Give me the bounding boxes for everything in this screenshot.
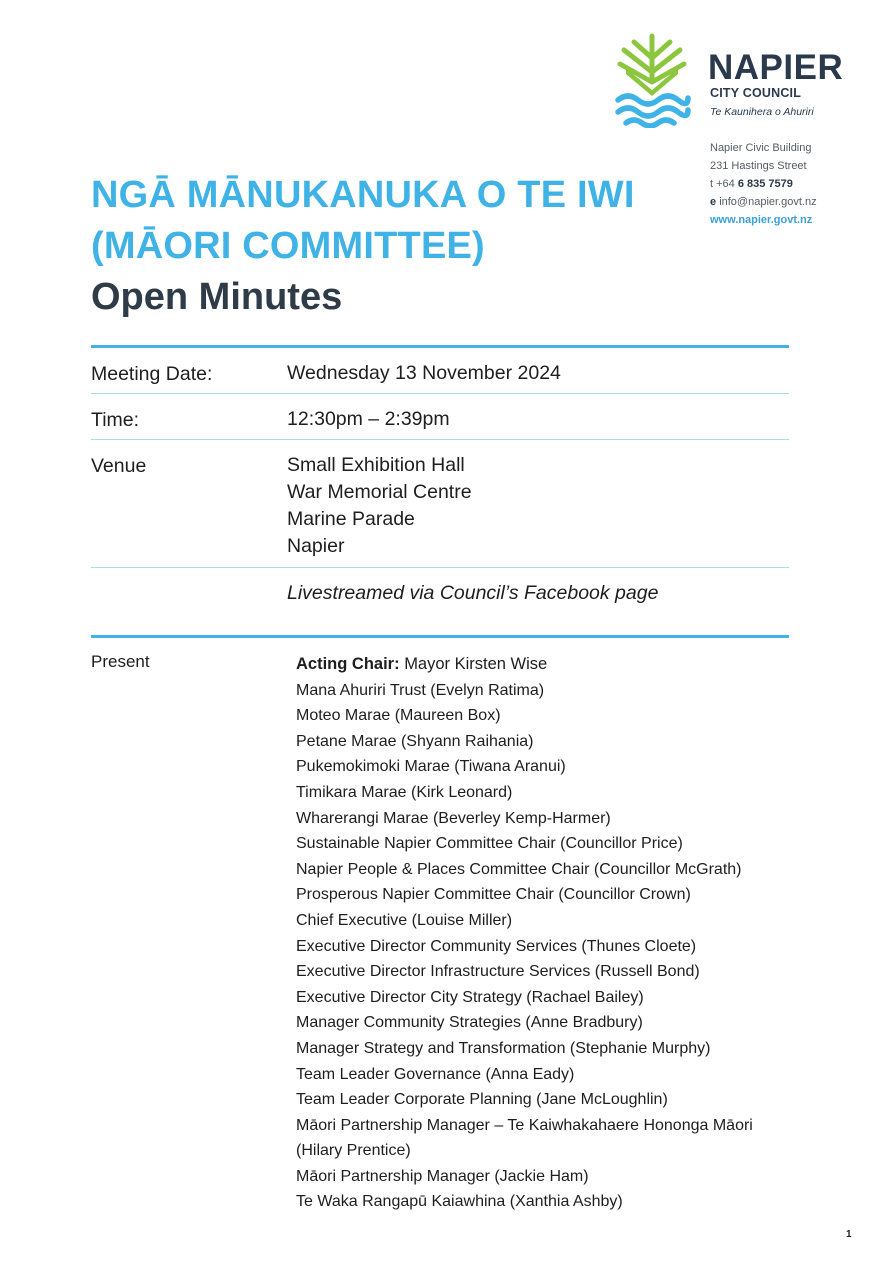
attendee-list — [296, 652, 796, 1215]
page-number: 1 — [846, 1229, 852, 1240]
attendee: Moteo Marae (Maureen Box) — [296, 707, 501, 725]
attendee: Timikara Marae (Kirk Leonard) — [296, 783, 513, 801]
time-label: Time: — [91, 409, 140, 431]
venue-value — [287, 452, 472, 560]
phone-number: 6 835 7579 — [737, 178, 793, 190]
attendee: Prosperous Napier Committee Chair (Councillor Crown) — [296, 886, 691, 904]
livestream-note: Livestreamed via Council’s Facebook page — [287, 582, 659, 604]
attendee: Wharerangi Marae (Beverley Kemp-Harmer) — [296, 809, 611, 827]
address-website — [710, 211, 812, 229]
attendee: Mana Ahuriri Trust (Evelyn Ratima) — [296, 681, 545, 699]
time-value: 12:30pm – 2:39pm — [287, 408, 450, 430]
page-title: Open Minutes — [91, 276, 343, 318]
venue-line: Marine Parade — [287, 508, 415, 530]
acting-chair-label: Acting Chair: — [296, 655, 400, 673]
divider-bottom — [91, 635, 789, 638]
attendee: Executive Director Community Services (Thunes Cloete) — [296, 937, 697, 955]
attendee: Executive Director City Strategy (Rachael Bailey) — [296, 988, 644, 1006]
meeting-date-value: Wednesday 13 November 2024 — [287, 362, 561, 384]
venue-label: Venue — [91, 455, 147, 477]
email-prefix: e — [710, 196, 717, 208]
address-street: 231 Hastings Street — [710, 160, 807, 172]
website-link[interactable]: www.napier.govt.nz — [710, 214, 813, 226]
attendee: Petane Marae (Shyann Raihania) — [296, 732, 534, 750]
phone-prefix: t +64 — [710, 178, 735, 190]
attendee: Sustainable Napier Committee Chair (Councillor Price) — [296, 835, 683, 853]
attendee: Team Leader Corporate Planning (Jane McLoughlin) — [296, 1091, 668, 1109]
attendee: Executive Director Infrastructure Services (Russell Bond) — [296, 963, 700, 981]
committee-title-line2: (MĀORI COMMITTEE) — [91, 225, 485, 267]
attendee: Manager Strategy and Transformation (Stephanie Murphy) — [296, 1039, 711, 1057]
napier-council-logo-icon — [612, 28, 692, 128]
address-email — [710, 193, 817, 211]
email-link[interactable]: info@napier.govt.nz — [719, 196, 817, 208]
divider — [91, 567, 789, 568]
attendee: Māori Partnership Manager – Te Kaiwhakahaere Hononga Māori — [296, 1116, 753, 1134]
attendee: Napier People & Places Committee Chair (Councillor McGrath) — [296, 860, 742, 878]
venue-line: Small Exhibition Hall — [287, 454, 465, 476]
acting-chair-row — [296, 652, 796, 678]
attendee: Te Waka Rangapū Kaiawhina (Xanthia Ashby) — [296, 1193, 623, 1211]
divider — [91, 439, 789, 440]
attendee: Team Leader Governance (Anna Eady) — [296, 1065, 575, 1083]
meeting-date-label: Meeting Date: — [91, 363, 213, 385]
attendee: Manager Community Strategies (Anne Bradbury) — [296, 1014, 643, 1032]
attendee: (Hilary Prentice) — [296, 1142, 411, 1160]
address-phone — [710, 175, 793, 193]
acting-chair-name: Mayor Kirsten Wise — [404, 655, 548, 673]
attendee: Pukemokimoki Marae (Tiwana Aranui) — [296, 758, 566, 776]
divider-top — [91, 345, 789, 348]
venue-line: Napier — [287, 535, 345, 557]
present-label: Present — [91, 652, 150, 671]
committee-title-line1: NGĀ MĀNUKANUKA O TE IWI — [91, 174, 635, 216]
attendee: Māori Partnership Manager (Jackie Ham) — [296, 1167, 589, 1185]
logo-wordmark: NAPIER — [708, 48, 844, 87]
address-building: Napier Civic Building — [710, 142, 812, 154]
logo-maori-name: Te Kaunihera o Ahuriri — [710, 106, 814, 118]
attendee: Chief Executive (Louise Miller) — [296, 911, 513, 929]
venue-line: War Memorial Centre — [287, 481, 472, 503]
logo-subtitle: CITY COUNCIL — [710, 86, 802, 100]
divider — [91, 393, 789, 394]
